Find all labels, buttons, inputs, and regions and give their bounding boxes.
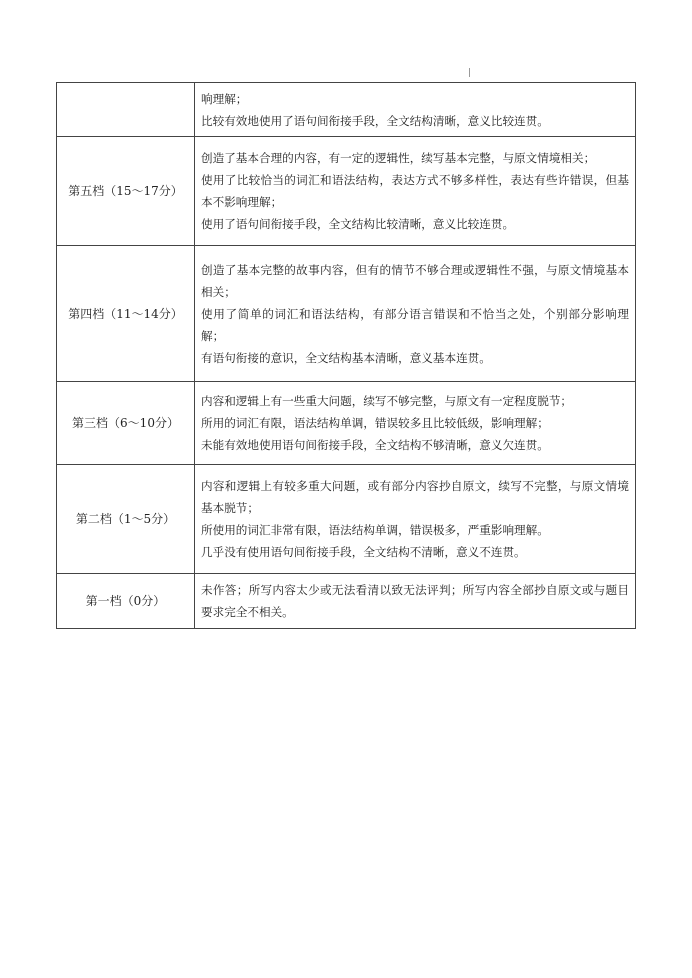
description-line: 所使用的词汇非常有限，语法结构单调，错误极多，严重影响理解。 [201, 523, 549, 537]
description-line: 有语句衔接的意识，全文结构基本清晰，意义基本连贯。 [201, 350, 491, 365]
table-row [57, 574, 636, 629]
description-cell [195, 246, 636, 382]
description-line: 创造了基本合理的内容，有一定的逻辑性，续写基本完整，与原文情境相关； [201, 151, 596, 165]
description-line: 响理解； [201, 91, 248, 106]
description-cell [195, 382, 636, 465]
level-cell: 第二档（1～5分） [57, 465, 195, 574]
description-line: 使用了语句间衔接手段，全文结构比较清晰，意义比较连贯。 [201, 217, 515, 231]
description-line: 几乎没有使用语句间衔接手段，全文结构不清晰，意义不连贯。 [201, 545, 526, 559]
description-line: 使用了简单的词汇和语法结构，有部分语言错误和不恰当之处，个别部分影响理解； [201, 306, 629, 343]
description-cell [195, 574, 636, 629]
table-row [57, 137, 636, 246]
table-row [57, 382, 636, 465]
description-cell [195, 83, 636, 137]
description-cell [195, 137, 636, 246]
description-line: 创造了基本完整的故事内容，但有的情节不够合理或逻辑性不强，与原文情境基本相关； [201, 262, 629, 299]
level-cell: 第五档（15～17分） [57, 137, 195, 246]
level-cell: 第三档（6～10分） [57, 382, 195, 465]
description-cell [195, 465, 636, 574]
table-row [57, 83, 636, 137]
description-line: 未作答；所写内容太少或无法看清以致无法评判；所写内容全部抄自原文或与题目要求完全不相关。 [201, 583, 629, 619]
level-cell [57, 83, 195, 137]
page-top-mark [469, 68, 470, 77]
level-cell: 第四档（11～14分） [57, 246, 195, 382]
description-line: 比较有效地使用了语句间衔接手段，全文结构清晰，意义比较连贯。 [201, 113, 549, 128]
description-line: 所用的词汇有限，语法结构单调，错误较多且比较低级，影响理解； [201, 416, 549, 430]
description-line: 内容和逻辑上有一些重大问题，续写不够完整，与原文有一定程度脱节； [201, 394, 573, 408]
table-row [57, 465, 636, 574]
description-line: 未能有效地使用语句间衔接手段，全文结构不够清晰，意义欠连贯。 [201, 438, 549, 452]
description-line: 内容和逻辑上有较多重大问题，或有部分内容抄自原文，续写不完整，与原文情境基本脱节； [201, 479, 629, 515]
description-line: 使用了比较恰当的词汇和语法结构，表达方式不够多样性，表达有些许错误，但基本不影响理解； [201, 173, 629, 209]
level-cell: 第一档（0分） [57, 574, 195, 629]
table-row [57, 246, 636, 382]
scoring-rubric-table [56, 82, 636, 629]
